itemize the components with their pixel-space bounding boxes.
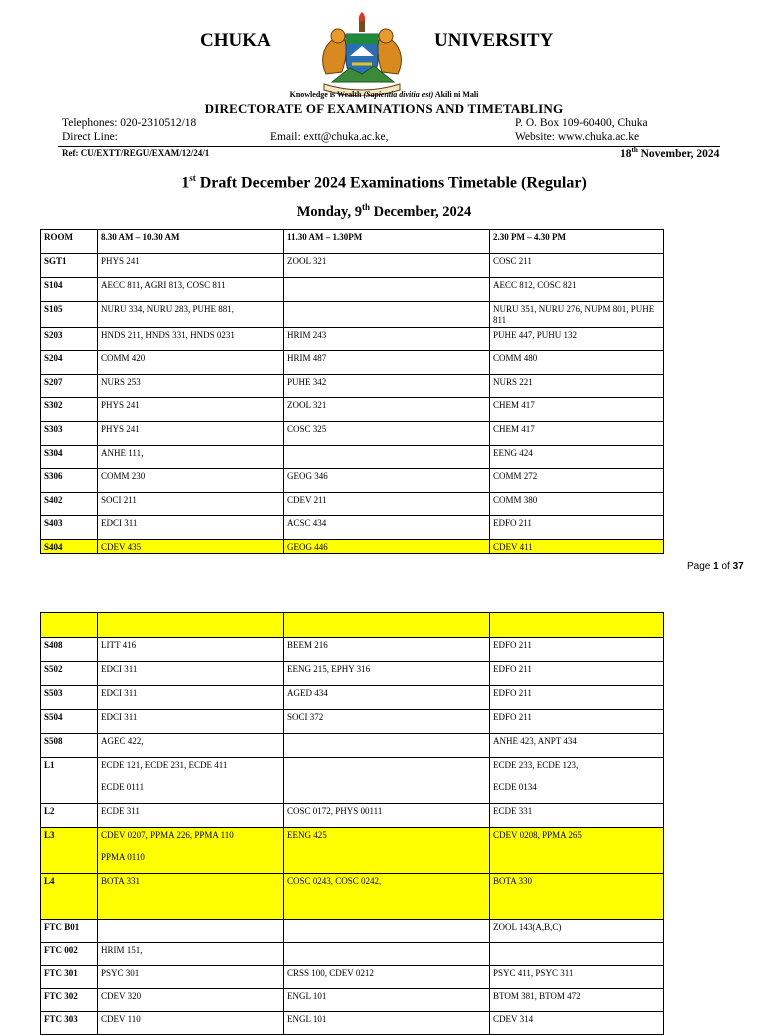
room-cell: S306	[41, 469, 98, 493]
session-2-cell	[284, 446, 490, 469]
date-day: 18	[620, 147, 632, 160]
session-1-cell: CDEV 435	[98, 540, 284, 554]
session-2-cell: ENGL 101	[284, 989, 490, 1012]
session-1-cell: EDCI 311	[98, 710, 284, 734]
day-pre: Monday, 9	[296, 203, 362, 220]
table-row	[41, 734, 664, 758]
cell-line: PPMA 0110	[101, 852, 145, 862]
session-2-cell: BEEM 216	[284, 638, 490, 662]
cell-line: CDEV 0207, PPMA 226, PPMA 110	[101, 830, 234, 840]
session-2-cell: EENG 425	[284, 828, 490, 874]
session-2-cell: EENG 215, EPHY 316	[284, 662, 490, 686]
room-cell: S302	[41, 398, 98, 422]
session-2-cell	[284, 613, 490, 638]
room-cell: S504	[41, 710, 98, 734]
university-name-left: CHUKA	[200, 30, 271, 51]
room-cell: L3	[41, 828, 98, 874]
room-cell: FTC 303	[41, 1012, 98, 1035]
session-3-cell: PSYC 411, PSYC 311	[490, 966, 664, 989]
room-cell	[41, 613, 98, 638]
table-row	[41, 469, 664, 493]
table-row	[41, 989, 664, 1012]
session-3-cell: CDEV 0208, PPMA 265	[490, 828, 664, 874]
table-row	[41, 1012, 664, 1035]
table-row-highlighted	[41, 613, 664, 638]
session-3-cell: EDFO 211	[490, 710, 664, 734]
table-row	[41, 493, 664, 516]
session-2-cell: ZOOL 321	[284, 254, 490, 278]
session-3-cell: EDFO 211	[490, 686, 664, 710]
session-1-cell	[98, 920, 284, 943]
session-1-cell: EDCI 311	[98, 516, 284, 540]
session-3-cell: BTOM 381, BTOM 472	[490, 989, 664, 1012]
table-row	[41, 254, 664, 278]
session-1-cell: CDEV 320	[98, 989, 284, 1012]
session-2-cell	[284, 278, 490, 302]
session-1-cell: COMM 420	[98, 351, 284, 375]
table-row	[41, 638, 664, 662]
session-3-cell	[490, 943, 664, 966]
cell-line: ECDE 233, ECDE 123,	[493, 760, 579, 770]
room-cell: S207	[41, 375, 98, 398]
session-1-cell: PSYC 301	[98, 966, 284, 989]
session-2-cell: HRIM 243	[284, 328, 490, 351]
session-3-cell: AECC 812, COSC 821	[490, 278, 664, 302]
session-3-cell: CHEM 417	[490, 422, 664, 446]
table-row	[41, 422, 664, 446]
room-cell: L1	[41, 758, 98, 804]
day-suffix: th	[361, 202, 370, 212]
table-row	[41, 398, 664, 422]
table-row	[41, 943, 664, 966]
session-1-cell: PHYS 241	[98, 422, 284, 446]
cell-line: ECDE 0134	[493, 782, 537, 792]
session-3-cell: ZOOL 143(A,B,C)	[490, 920, 664, 943]
session-1-cell	[98, 828, 284, 874]
telephones: Telephones: 020-2310512/18	[62, 117, 197, 129]
page-total: 37	[732, 561, 744, 572]
motto	[0, 90, 768, 99]
column-header-room: ROOM	[41, 230, 98, 254]
session-3-cell	[490, 758, 664, 804]
session-2-cell: ZOOL 321	[284, 398, 490, 422]
motto-swahili: Akili ni Mali	[434, 90, 479, 99]
session-1-cell: ECDE 311	[98, 804, 284, 828]
session-1-cell	[98, 613, 284, 638]
session-2-cell: HRIM 487	[284, 351, 490, 375]
session-3-cell: EDFO 211	[490, 638, 664, 662]
page-of: of	[718, 561, 733, 572]
room-cell: S404	[41, 540, 98, 554]
session-2-cell: COSC 0172, PHYS 00111	[284, 804, 490, 828]
session-2-cell: CRSS 100, CDEV 0212	[284, 966, 490, 989]
session-3-cell: NURU 351, NURU 276, NUPM 801, PUHE 811	[490, 302, 664, 328]
room-cell: S303	[41, 422, 98, 446]
session-2-cell: ENGL 101	[284, 1012, 490, 1035]
session-3-cell: CDEV 314	[490, 1012, 664, 1035]
room-cell: L4	[41, 874, 98, 920]
session-2-cell	[284, 758, 490, 804]
timetable-page-2	[40, 612, 664, 1035]
session-1-cell: BOTA 331	[98, 874, 284, 920]
room-cell: S403	[41, 516, 98, 540]
column-header-session-1: 8.30 AM – 10.30 AM	[98, 230, 284, 254]
room-cell: FTC 302	[41, 989, 98, 1012]
table-row	[41, 446, 664, 469]
session-1-cell: NURU 334, NURU 283, PUHE 881,	[98, 302, 284, 328]
session-1-cell: NURS 253	[98, 375, 284, 398]
table-row	[41, 351, 664, 375]
session-1-cell: CDEV 110	[98, 1012, 284, 1035]
day-post: December, 2024	[369, 203, 472, 220]
room-cell: L2	[41, 804, 98, 828]
session-1-cell: HNDS 211, HNDS 331, HNDS 0231	[98, 328, 284, 351]
session-1-cell: EDCI 311	[98, 686, 284, 710]
session-3-cell: EDFO 211	[490, 516, 664, 540]
session-2-cell	[284, 920, 490, 943]
room-cell: FTC 301	[41, 966, 98, 989]
room-cell: S503	[41, 686, 98, 710]
session-2-cell: COSC 0243, COSC 0242,	[284, 874, 490, 920]
session-2-cell	[284, 943, 490, 966]
room-cell: S502	[41, 662, 98, 686]
column-header-session-2: 11.30 AM – 1.30PM	[284, 230, 490, 254]
postal-address: P. O. Box 109-60400, Chuka	[515, 117, 648, 129]
session-3-cell: COMM 380	[490, 493, 664, 516]
session-1-cell: COMM 230	[98, 469, 284, 493]
title-rest: Draft December 2024 Examinations Timetable (Regular)	[195, 174, 587, 192]
date-rest: November, 2024	[637, 147, 720, 160]
room-cell: S408	[41, 638, 98, 662]
room-cell: S304	[41, 446, 98, 469]
motto-latin: (Sapientia divitia est)	[363, 90, 434, 99]
session-3-cell	[490, 613, 664, 638]
title-num: 1	[181, 174, 190, 192]
room-cell: S104	[41, 278, 98, 302]
table-row	[41, 328, 664, 351]
table-row	[41, 516, 664, 540]
session-3-cell: PUHE 447, PUHU 132	[490, 328, 664, 351]
session-2-cell: PUHE 342	[284, 375, 490, 398]
room-cell: FTC 002	[41, 943, 98, 966]
table-row	[41, 758, 664, 804]
column-header-session-3: 2.30 PM – 4.30 PM	[490, 230, 664, 254]
session-2-cell: ACSC 434	[284, 516, 490, 540]
table-row	[41, 966, 664, 989]
session-2-cell	[284, 302, 490, 328]
reference-number: Ref: CU/EXTT/REGU/EXAM/12/24/1	[62, 148, 210, 158]
session-2-cell: COSC 325	[284, 422, 490, 446]
direct-line: Direct Line:	[62, 131, 118, 143]
room-cell: SGT1	[41, 254, 98, 278]
motto-english: Knowledge is Wealth	[289, 90, 362, 99]
session-1-cell: ANHE 111,	[98, 446, 284, 469]
session-3-cell: ANHE 423, ANPT 434	[490, 734, 664, 758]
timetable-page-1	[40, 229, 664, 554]
document-date	[620, 146, 719, 160]
session-3-cell: COMM 272	[490, 469, 664, 493]
session-2-cell: GEOG 446	[284, 540, 490, 554]
email: Email: extt@chuka.ac.ke,	[270, 131, 389, 143]
website: Website: www.chuka.ac.ke	[515, 131, 640, 143]
table-row	[41, 278, 664, 302]
directorate-heading: DIRECTORATE OF EXAMINATIONS AND TIMETABLING	[204, 101, 564, 116]
table-row	[41, 686, 664, 710]
table-row	[41, 804, 664, 828]
session-1-cell: HRIM 151,	[98, 943, 284, 966]
room-cell: S203	[41, 328, 98, 351]
table-row-highlighted	[41, 828, 664, 874]
university-name-right: UNIVERSITY	[434, 30, 554, 51]
university-crest-logo	[312, 12, 412, 96]
session-3-cell: COMM 480	[490, 351, 664, 375]
session-1-cell: AGEC 422,	[98, 734, 284, 758]
session-1-cell: AECC 811, AGRI 813, COSC 811	[98, 278, 284, 302]
room-cell: S105	[41, 302, 98, 328]
page-number	[687, 561, 744, 572]
table-row	[41, 302, 664, 328]
session-3-cell: CDEV 411	[490, 540, 664, 554]
session-2-cell: GEOG 346	[284, 469, 490, 493]
page-label: Page	[687, 561, 714, 572]
table-row	[41, 375, 664, 398]
session-1-cell: PHYS 241	[98, 398, 284, 422]
session-1-cell: PHYS 241	[98, 254, 284, 278]
exam-day	[0, 202, 768, 221]
session-2-cell: CDEV 211	[284, 493, 490, 516]
date-suffix: th	[631, 146, 638, 154]
session-1-cell: SOCI 211	[98, 493, 284, 516]
session-1-cell	[98, 758, 284, 804]
session-3-cell: EENG 424	[490, 446, 664, 469]
session-3-cell: BOTA 330	[490, 874, 664, 920]
title-suffix: st	[189, 173, 196, 183]
session-1-cell: LITT 416	[98, 638, 284, 662]
page-current: 1	[713, 561, 719, 572]
session-1-cell: EDCI 311	[98, 662, 284, 686]
table-row-highlighted	[41, 540, 664, 554]
session-3-cell: NURS 221	[490, 375, 664, 398]
room-cell: S508	[41, 734, 98, 758]
table-row	[41, 710, 664, 734]
session-3-cell: COSC 211	[490, 254, 664, 278]
cell-line: ECDE 121, ECDE 231, ECDE 411	[101, 760, 228, 770]
cell-line: ECDE 0111	[101, 782, 145, 792]
session-3-cell: EDFO 211	[490, 662, 664, 686]
room-cell: S402	[41, 493, 98, 516]
table-row-highlighted	[41, 874, 664, 920]
session-3-cell: CHEM 417	[490, 398, 664, 422]
room-cell: S204	[41, 351, 98, 375]
document-title	[0, 173, 768, 192]
session-2-cell: AGED 434	[284, 686, 490, 710]
table-row	[41, 920, 664, 943]
session-2-cell: SOCI 372	[284, 710, 490, 734]
session-3-cell: ECDE 331	[490, 804, 664, 828]
session-2-cell	[284, 734, 490, 758]
room-cell: FTC B01	[41, 920, 98, 943]
table-row	[41, 662, 664, 686]
